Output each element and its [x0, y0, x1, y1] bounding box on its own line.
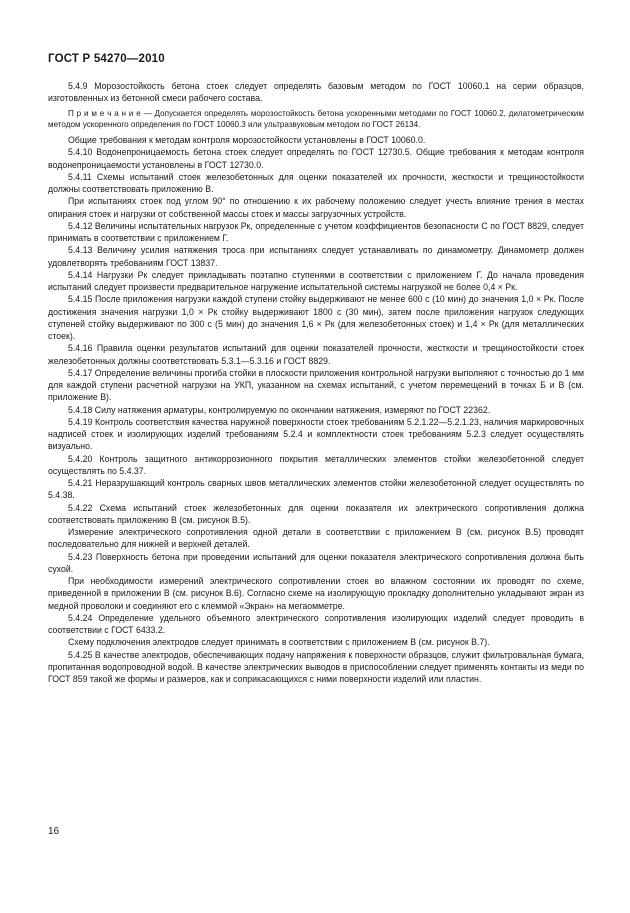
page-number: 16 [48, 826, 60, 837]
paragraph: При испытаниях стоек под углом 90° по отношению к их рабочему положению следует учесть влияние трения в местах опирания стоек и нагрузки от собственной массы стоек и массы загрузочных устройств. [48, 196, 584, 219]
note-paragraph: П р и м е ч а н и е — Допускается определять морозостойкость бетона ускоренными методами по ГОСТ 10060.2, дилатометрическим методом ускоренного определения по ГОСТ 10060.3 или ультразвуковым методом по ГОСТ 26134. [48, 108, 584, 129]
paragraph: 5.4.23 Поверхность бетона при проведении испытаний для оценки показателя электрического сопротивления должна быть сухой. [48, 551, 584, 574]
paragraph: Схему подключения электродов следует принимать в соответствии с приложением В (см. рисунок В.7). [68, 637, 490, 648]
paragraph: 5.4.9 Морозостойкость бетона стоек следует определять базовым методом по ГОСТ 10060.1 на серии образцов, изготовленных из бетонной смеси рабочего состава. [48, 81, 584, 104]
paragraph: 5.4.12 Величины испытательных нагрузок Pк, определенные с учетом коэффициентов безопасности С по ГОСТ 8829, следует принимать в соответствии с приложением Г. [48, 220, 584, 244]
document-header: ГОСТ Р 54270—2010 [48, 53, 165, 65]
paragraph: 5.4.13 Величину усилия натяжения троса при испытаниях следует устанавливать по динамометру. Динамометр должен удовлетворять требованиям ГОСТ 13837. [48, 245, 584, 268]
paragraph: 5.4.20 Контроль защитного антикоррозионного покрытия металлических элементов стойки железобетонной следует осуществлять по 5.4.37. [48, 453, 584, 476]
paragraph: 5.4.22 Схема испытаний стоек железобетонных для оценки показателя их электрического сопротивления должна соответствовать приложению В (см. рисунок В.5). [48, 502, 584, 525]
paragraph: 5.4.10 Водонепроницаемость бетона стоек следует определять по ГОСТ 12730.5. Общие требования к методам контроля водонепроницаемости установлены в ГОСТ 12730.0. [48, 147, 584, 170]
document-body [48, 80, 584, 685]
paragraph: 5.4.14 Нагрузки Pк следует прикладывать поэтапно ступенями в соответствии с приложением Г. До начала проведения испытаний следует произвести предварительное нагружение испытательной системы нагрузкой не более 0,4 × Pк. [48, 269, 584, 293]
paragraph: 5.4.24 Определение удельного объемного электрического сопротивления изолирующих изделий следует проводить в соответствии с ГОСТ 6433.2. [48, 612, 584, 636]
paragraph: 5.4.16 Правила оценки результатов испытаний для оценки показателей прочности, жесткости и трещиностойкости стоек железобетонных должны соответствовать 5.3.1—5.3.16 и ГОСТ 8829. [48, 343, 584, 366]
paragraph: 5.4.25 В качестве электродов, обеспечивающих подачу напряжения к поверхности образцов, служит фильтровальная бумага, пропитанная водопроводной водой. В качестве электрических выводов в приспособлении следует применять контакты из меди по ГОСТ 859 такой же формы и размеров, как и соприкасающихся с ними поверхности изделий или пластин. [48, 649, 584, 685]
paragraph: 5.4.21 Неразрушающий контроль сварных швов металлических элементов стойки железобетонной следует осуществлять по 5.4.38. [48, 478, 584, 501]
paragraph: При необходимости измерений электрического сопротивлении стоек во влажном состоянии их проводят по схеме, приведенной в приложении В (см. рисунок В.6). Согласно схеме на изолирующую прокладку дополнительно укладывают экран из медной проволоки и соединяют его с клеммой «Экран» на мегаомметре. [48, 576, 584, 611]
paragraph: 5.4.11 Схемы испытаний стоек железобетонных для оценки показателей их прочности, жесткости и трещиностойкости должны соответствовать приложению В. [48, 171, 584, 195]
paragraph: 5.4.18 Силу натяжения арматуры, контролируемую по окончании натяжения, измеряют по ГОСТ 22362. [68, 404, 491, 415]
paragraph: 5.4.19 Контроль соответствия качества наружной поверхности стоек требованиям 5.2.1.22—5.2.1.23, наличия маркировочных надписей стоек и изолирующих изделий требованиям 5.2.4 и комплектности стоек требованиям 5.2.3 следует осуществлять визуально. [48, 416, 584, 452]
paragraph: Измерение электрического сопротивления одной детали в соответствии с приложением В (см. рисунок В.5) проводят последовательно для нижней и верхней деталей. [48, 527, 584, 550]
paragraph: 5.4.17 Определение величины прогиба стойки в плоскости приложения контрольной нагрузки выполняют с точностью до 1 мм для каждой ступени расчетной нагрузки на УКП, указанном на схемах испытаний, с учетом перемещений в точках Б и В (см. приложение В). [48, 367, 584, 403]
paragraph: 5.4.15 После приложения нагрузки каждой ступени стойку выдерживают не менее 600 с (10 мин) до значения 1,0 × Pк. После достижения значения нагрузки 1,0 × Pк стойку выдерживают 1800 с (30 мин), затем после приложения нагрузок следующих ступеней стойку выдерживают по 300 с (5 мин) до значения 1,6 × Pк (для железобетонных стоек) и 1,4 × Pк (для металлических стоек). [48, 294, 584, 342]
paragraph: Общие требования к методам контроля морозостойкости установлены в ГОСТ 10060.0. [68, 135, 426, 146]
